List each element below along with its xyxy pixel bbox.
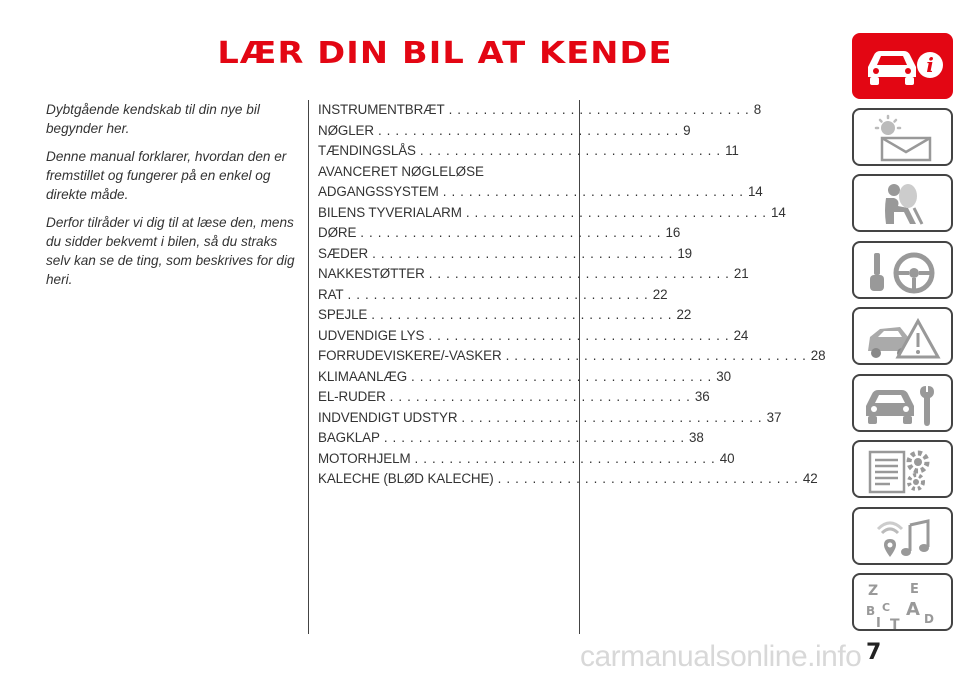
toc-entry-page: 24	[733, 327, 749, 343]
toc-entry-title: KALECHE (BLØD KALECHE)	[318, 471, 494, 486]
chapter-tabs	[852, 33, 953, 640]
toc-leader: ...................................	[442, 184, 748, 199]
toc-entry-page: 8	[753, 102, 762, 117]
toc-leader: ...................................	[389, 389, 695, 404]
toc-entry-page: 21	[733, 266, 749, 281]
specs-gears-icon	[860, 446, 945, 496]
svg-text:C: C	[882, 601, 891, 614]
toc-entry[interactable]	[318, 121, 691, 142]
toc-entry-title: INDVENDIGT UDSTYR	[318, 409, 458, 425]
toc-entry[interactable]	[318, 100, 762, 121]
toc-entry-page: 22	[676, 307, 692, 322]
intro-paragraph: Dybtgående kendskab til din nye bil begynder her.	[46, 102, 260, 136]
toc-entry-page: 9	[683, 122, 691, 138]
toc-leader: ...................................	[505, 348, 811, 363]
toc-entry-page: 28	[810, 348, 826, 363]
toc-leader: ...................................	[383, 430, 690, 445]
tab-maintenance[interactable]	[852, 374, 953, 432]
toc-entry-title: KLIMAANLÆG	[318, 368, 408, 384]
toc-entry-title: DØRE	[318, 225, 357, 240]
warning-light-envelope-icon	[860, 114, 945, 164]
column-divider	[308, 100, 309, 634]
intro-text	[46, 100, 302, 298]
toc-leader: ...................................	[411, 368, 717, 384]
toc-entry-page: 14	[747, 184, 763, 199]
toc-leader: ...................................	[414, 450, 720, 466]
toc-entry-title: INSTRUMENTBRÆT	[318, 102, 445, 117]
toc-entry-title: NØGLER	[318, 122, 374, 138]
toc-leader: ...................................	[347, 286, 653, 302]
intro-paragraph: Denne manual forklarer, hvordan den er fremstillet og fungerer på en enkel og direkte måde.	[46, 149, 287, 202]
toc-entry[interactable]	[318, 449, 735, 470]
intro-paragraph: Derfor tilråder vi dig til at læse den, mens du sidder bekvemt i bilen, så du straks selv kan se de ting, som beskrives for dig heri.	[46, 215, 295, 287]
toc-entry-title: BAGKLAP	[318, 430, 380, 445]
tab-multimedia[interactable]	[852, 507, 953, 565]
tab-warning-lights[interactable]	[852, 108, 953, 166]
toc-entry[interactable]	[318, 469, 818, 490]
toc-entry[interactable]	[318, 367, 731, 388]
toc-entry[interactable]	[318, 346, 826, 367]
svg-text:T: T	[890, 617, 900, 633]
toc-entry-title-line[interactable]: AVANCERET NØGLELØSE	[318, 163, 484, 179]
toc-leader: ...................................	[448, 102, 754, 117]
tab-technical-data[interactable]	[852, 440, 953, 498]
toc-entry[interactable]	[318, 285, 668, 306]
tab-index[interactable]	[852, 573, 953, 631]
toc-entry-title: SPEJLE	[318, 307, 368, 322]
toc-leader: ...................................	[419, 143, 726, 158]
page-title: LÆR DIN BIL AT KENDE	[217, 36, 673, 71]
toc-entry-page: 42	[802, 471, 818, 486]
toc-entry[interactable]	[318, 428, 704, 449]
toc-entry-page: 36	[694, 389, 710, 404]
tab-emergency[interactable]	[852, 307, 953, 365]
toc-entry-title: NAKKESTØTTER	[318, 266, 425, 281]
toc-entry-title: ADGANGSSYSTEM	[318, 184, 439, 199]
toc-entry[interactable]	[318, 141, 739, 162]
toc-entry-page: 16	[665, 225, 681, 240]
multimedia-note-icon	[860, 513, 945, 563]
toc-entry-title: RAT	[318, 286, 344, 302]
tab-starting-driving[interactable]	[852, 241, 953, 299]
toc-entry[interactable]	[318, 203, 786, 224]
toc-entry-title: SÆDER	[318, 245, 369, 261]
page-number: 7	[866, 640, 882, 665]
toc-entry-page: 14	[771, 204, 786, 220]
toc-entry-title: FORRUDEVISKERE/-VASKER	[318, 348, 502, 363]
toc-entry-page: 38	[689, 430, 704, 445]
svg-text:B: B	[866, 604, 876, 618]
toc-leader: ...................................	[428, 327, 734, 343]
toc-entry[interactable]	[318, 305, 692, 326]
toc-leader: ...................................	[372, 245, 678, 261]
airbag-person-icon	[860, 180, 945, 230]
toc-entry-title: TÆNDINGSLÅS	[318, 143, 416, 158]
key-steering-wheel-icon	[860, 247, 945, 297]
toc-leader: ...................................	[465, 204, 772, 220]
toc-entry-page: 19	[677, 245, 693, 261]
accident-warning-triangle-icon	[860, 313, 945, 363]
car-info-icon	[860, 43, 945, 93]
toc-entry[interactable]	[318, 223, 681, 244]
toc-leader: ...................................	[360, 225, 666, 240]
toc-entry[interactable]	[318, 244, 693, 265]
toc-leader: ...................................	[371, 307, 677, 322]
toc-entry-page: 11	[725, 143, 739, 158]
tab-car-info[interactable]	[852, 33, 953, 99]
table-of-contents	[318, 100, 826, 490]
toc-entry-page: 40	[719, 450, 735, 466]
toc-entry-page: 37	[766, 409, 782, 425]
svg-text:i: i	[926, 53, 934, 77]
toc-entry-page: 22	[652, 286, 668, 302]
toc-leader: ...................................	[497, 471, 803, 486]
toc-entry-title: UDVENDIGE LYS	[318, 327, 425, 343]
car-wrench-icon	[860, 380, 945, 430]
toc-entry-title: MOTORHJELM	[318, 450, 411, 466]
toc-entry[interactable]	[318, 182, 763, 203]
tab-safety[interactable]	[852, 174, 953, 232]
svg-text:E: E	[910, 582, 919, 597]
toc-entry[interactable]	[318, 264, 749, 285]
svg-text:I: I	[876, 616, 881, 631]
toc-entry-page: 30	[716, 368, 731, 384]
toc-leader: ...................................	[428, 266, 734, 281]
watermark: carmanualsonline.info	[580, 640, 862, 673]
toc-entry-title: EL-RUDER	[318, 389, 386, 404]
toc-entry[interactable]	[318, 387, 710, 408]
toc-entry[interactable]	[318, 408, 782, 429]
toc-leader: ...................................	[377, 122, 684, 138]
toc-leader: ...................................	[461, 409, 767, 425]
svg-text:A: A	[906, 599, 920, 620]
toc-entry[interactable]	[318, 326, 749, 347]
toc-entry-title: BILENS TYVERIALARM	[318, 204, 462, 220]
svg-text:D: D	[924, 612, 934, 626]
alphabetical-index-icon	[860, 579, 945, 633]
svg-text:Z: Z	[868, 583, 879, 599]
